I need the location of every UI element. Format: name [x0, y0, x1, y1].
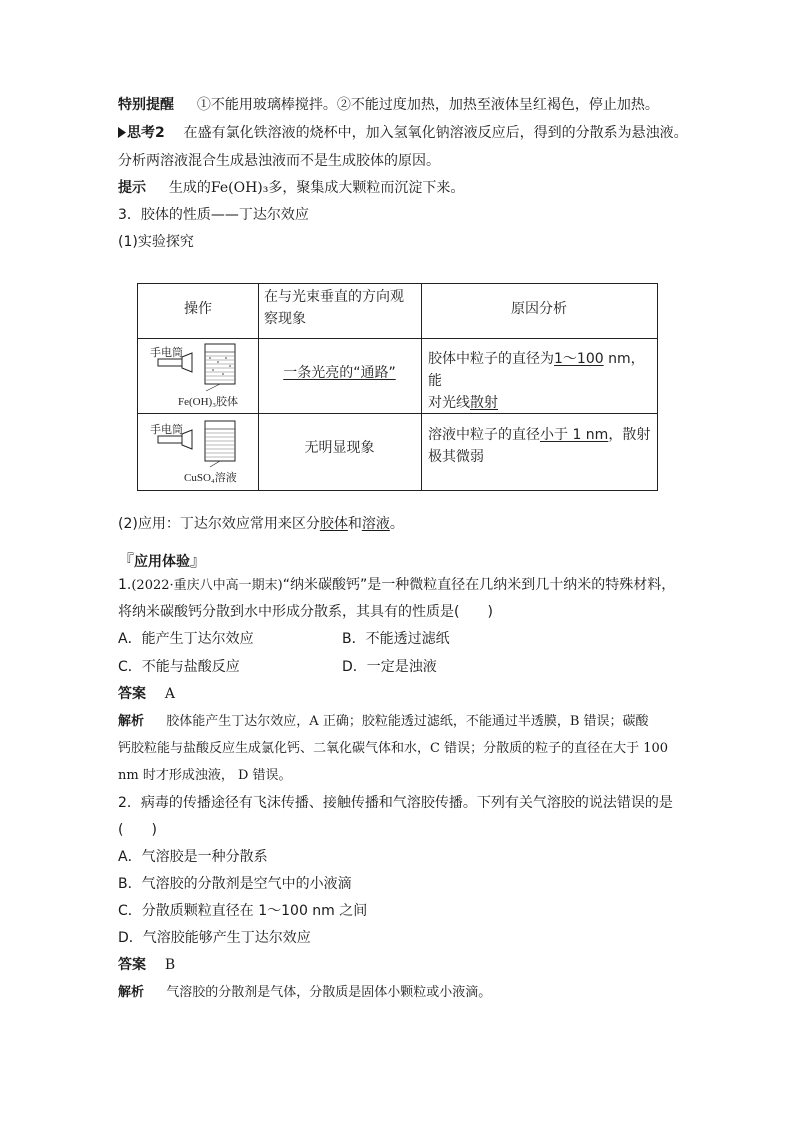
experiment-title: (1)实验探究 — [118, 234, 194, 250]
application-and: 和 — [347, 516, 362, 532]
q1-analysis-label: 解析 — [118, 714, 145, 729]
row2-analysis-a: 溶液中粒子的直径 — [428, 427, 540, 443]
q2-analysis-label: 解析 — [118, 985, 145, 1000]
row1-figure — [138, 338, 258, 413]
special-note-line — [118, 96, 659, 114]
row1-substance-label: Fe(OH)₃胶体 — [178, 396, 239, 408]
q2-stem-line-1: 2．病毒的传播途径有飞沫传播、接触传播和气溶胶传播。下列有关气溶胶的说法错误的是 — [118, 795, 673, 811]
application-line — [118, 515, 404, 533]
q1-answer-line — [118, 685, 175, 703]
row1-analysis-c: 对光线 — [428, 395, 470, 411]
header-observation — [264, 286, 416, 330]
tyndall-experiment-table — [137, 283, 658, 491]
row1-observation — [258, 362, 421, 384]
row2-analysis-b: 小于 1 nm — [540, 427, 609, 443]
q2-analysis-line-1 — [118, 984, 491, 1002]
q2-stem-line-2: ( ) — [118, 822, 157, 838]
header-observation-line2: 察现象 — [264, 311, 306, 327]
q1-analysis-line-2: 钙胶粒能与盐酸反应生成氯化钙、二氧化碳气体和水，C 错误；分散质的粒子的直径在大于 100 — [118, 741, 669, 756]
q1-analysis-1: 胶体能产生丁达尔效应，A 正确；胶粒能透过滤纸，不能通过半透膜，B 错误；碳酸 — [166, 714, 649, 729]
q1-answer-label: 答案 — [118, 686, 146, 702]
row2-figure — [138, 413, 258, 490]
think-2-text-2: 分析两溶液混合生成悬浊液而不是生成胶体的原因。 — [118, 153, 440, 169]
row2-analysis-c: ，散射 — [608, 427, 651, 443]
q1-stem-line-2 — [118, 603, 493, 621]
special-note-text: ①不能用玻璃棒搅拌。②不能过度加热，加热至液体呈红褐色，停止加热。 — [196, 97, 659, 113]
experiment-heading — [118, 233, 194, 251]
q1-source: (2022·重庆八中高一期末) — [131, 578, 283, 593]
section-apply-title: 应用体验 — [134, 554, 191, 570]
section-apply-experience: 『应用体验』 — [118, 551, 207, 570]
q1-answer: A — [164, 686, 176, 702]
q1-stem-line-1 — [118, 576, 675, 595]
think-marker-icon — [118, 127, 126, 138]
q2-option-a[interactable]: A．气溶胶是一种分散系 — [118, 849, 268, 865]
header-analysis: 原因分析 — [511, 301, 567, 317]
row1-analysis-range: 1～100 — [554, 351, 604, 367]
q2-answer-label: 答案 — [118, 957, 146, 973]
q1-stem-a: “纳米碳酸钙”是一种微粒直径在几纳米到几十纳米的特殊材料， — [282, 577, 676, 593]
think-2-line-2 — [118, 152, 440, 170]
special-note-label: 特别提醒 — [118, 97, 174, 113]
q2-option-d[interactable]: D．气溶胶能够产生丁达尔效应 — [118, 930, 311, 946]
application-end: 。 — [389, 516, 404, 532]
application-solution: 溶液 — [361, 516, 390, 532]
q1-option-c[interactable]: C．不能与盐酸反应 — [118, 659, 240, 675]
q1-analysis-line-1 — [118, 713, 649, 731]
application-text: (2)应用：丁达尔效应常用来区分 — [118, 516, 320, 532]
row1-observation-text: 一条光亮的“通路” — [283, 365, 396, 381]
q2-option-b[interactable]: B．气溶胶的分散剂是空气中的小液滴 — [118, 876, 352, 892]
q1-option-a[interactable]: A．能产生丁达尔效应 — [118, 631, 254, 647]
think-2-line — [118, 124, 688, 142]
q1-option-d[interactable]: D．一定是浊液 — [342, 659, 437, 675]
row1-analysis-b: nm，能 — [428, 351, 645, 389]
row1-analysis-a: 胶体中粒子的直径为 — [428, 351, 554, 367]
q1-analysis-line-3: nm 时才形成浊液， D 错误。 — [118, 768, 292, 783]
row1-analysis-d: 散射 — [470, 395, 498, 411]
application-colloid: 胶体 — [319, 516, 348, 532]
row2-analysis-d: 极其微弱 — [428, 449, 484, 465]
header-observation-line1: 在与光束垂直的方向观 — [264, 289, 404, 305]
hint-text: 生成的Fe(OH)₃多，聚集成大颗粒而沉淀下来。 — [168, 180, 465, 196]
section-3-heading — [118, 206, 309, 224]
row1-analysis — [428, 348, 653, 414]
hint-label: 提示 — [118, 180, 146, 196]
section-3-title: 3．胶体的性质——丁达尔效应 — [118, 207, 309, 223]
row2-flashlight-label: 手电筒 — [150, 423, 183, 436]
think-2-label: 思考2 — [127, 125, 165, 141]
q2-analysis-1: 气溶胶的分散剂是气体，分散质是固体小颗粒或小液滴。 — [166, 985, 492, 1000]
q1-number: 1. — [118, 577, 132, 593]
row1-flashlight-label: 手电筒 — [150, 346, 183, 359]
q2-option-c[interactable]: C．分散质颗粒直径在 1～100 nm 之间 — [118, 903, 368, 919]
think-2-text: 在盛有氯化铁溶液的烧杯中，加入氢氧化钠溶液反应后，得到的分散系为悬浊液。 — [183, 125, 688, 141]
row2-analysis — [428, 424, 653, 468]
row2-observation: 无明显现象 — [304, 440, 375, 456]
hint-line — [118, 179, 464, 197]
row2-substance-label: CuSO₄溶液 — [184, 472, 237, 484]
q2-answer-line — [118, 956, 175, 974]
header-operation: 操作 — [184, 301, 212, 317]
q2-answer: B — [164, 957, 176, 973]
q1-option-b[interactable]: B．不能透过滤纸 — [342, 631, 450, 647]
q1-stem-b: 将纳米碳酸钙分散到水中形成分散系，其具有的性质是( ) — [118, 604, 493, 620]
